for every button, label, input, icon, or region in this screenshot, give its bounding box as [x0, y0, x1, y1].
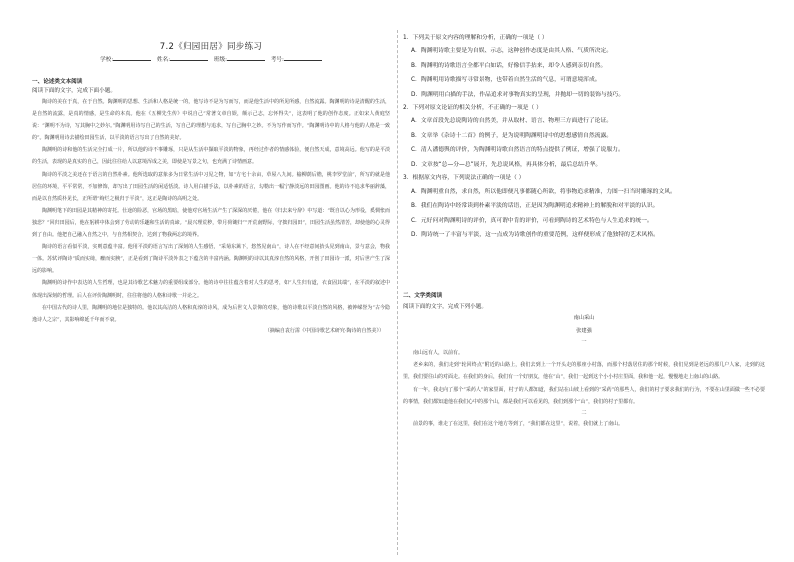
answer-option[interactable]: C．陶渊明用诗歌描写寻常景物，也带着自然生活的气息，可谓意境浑成。	[411, 77, 601, 84]
answer-option[interactable]: B．我们在陶诗中经常读到朴素平淡的话语，正是因为陶渊明追求精神上的解脱和对平淡的认识。	[411, 203, 659, 210]
answer-option[interactable]: A．陶渊明诗歌主要是为自娱、示志，这种创作态度是由其人格、气质所决定。	[411, 48, 613, 55]
story-paragraph: 前景的事，谁走了在这里，我们在这个地方等到了，“我们都在这里”，说着，我们就上了南山。	[413, 420, 624, 427]
name-field[interactable]: 姓名:	[157, 55, 208, 63]
answer-option[interactable]: D．陶诗统一了丰富与平淡，这一点成为诗歌创作的重要范例，这样便形成了他独特的艺术风格。	[411, 232, 659, 239]
section-instruction-1: 阅读下面的文字，完成下面小题。	[32, 88, 116, 94]
story-author: 张建强	[576, 327, 592, 334]
answer-option[interactable]: D．陶渊明用白描的手法，作品追求对事物真实的呈现，并抛却一切的装饰与技巧。	[411, 91, 625, 98]
section-heading-2: 二、文学类阅读	[403, 292, 443, 299]
passage-paragraph: 陶渊明笔下的田园是其精神的寄托。仕途的险恶，官场的黑暗，使他对官场生活产生了深深的厌倦，他在《归去来兮辞》中写道：“既自以心为形役，奚惆怅而独悲？”回归田园后，他在躬耕中体会到了劳动的乐趣和生活的真谛。“晨兴理荒秽，带月荷锄归”“开荒南野际，守拙归园田”，田园生活虽然清苦，却使他的心灵得到了自由。他把自己融入自然之中，与自然相契合，达到了物我两忘的境界。	[32, 207, 390, 239]
page-title: 7.2《归园田居》同步练习	[159, 42, 263, 52]
student-info-row	[32, 55, 390, 63]
story-part-number: 一	[581, 338, 587, 345]
passage-paragraph: 陶诗的语言看似平淡，实则意蕴丰富。他用平淡的语言写出了深刻的人生感悟，“采菊东篱下，悠然见南山”，诗人在不经意间抬头见到南山，景与意会，物我一体。苏轼评陶诗“质而实绮，癯而实腴”，正是看到了陶诗平淡外表之下蕴含的丰富内涵。陶渊明的诗以其真淳自然的风格，开创了田园诗一派，对后世产生了深远的影响。	[32, 244, 390, 275]
passage-source: （摘编自袁行霈《中国诗歌艺术研究·陶诗的自然美》）	[264, 327, 384, 334]
passage-paragraph: 在中国古代的诗人里，陶渊明的地位是独特的。他以其高洁的人格和真淳的诗风，成为后世文人景仰的对象，他的诗歌以平淡自然的风格，被钟嵘誉为“古今隐逸诗人之宗”，其影响绵延千年而不衰。	[32, 304, 390, 323]
answer-option[interactable]: C．元好问对陶渊明诗的评价，真可谓中肯的评价，可看到陶诗的艺术特色与人生追求的统一。	[411, 217, 653, 224]
answer-space	[403, 243, 765, 283]
answer-option[interactable]: D．文章按“总—分—总”展开，先总说风格，再具体分析，最后总结升华。	[411, 161, 602, 168]
story-paragraph: 南山远有人，以前有。	[413, 349, 464, 356]
question-2	[403, 102, 765, 172]
section-instruction-2: 阅读下面的文字，完成下列小题。	[403, 303, 487, 310]
story-paragraph: 有一年，我走向了那个“采药人”的家里面，村子的人都知道，我们站在山坡上看到的“采药”的那些人，我们的村子要求我们的行为，不要在山里面做一些不必要的事情，我们都知道他在我们心中的那个山，都是我们可以看见的，我们到那个“山”，我们的村子里都有。	[403, 386, 765, 406]
passage-paragraph: 陶诗的平淡之美还在于语言的自然朴素。他所选取的意象多为日常生活中习见之物，如“方宅十余亩，草屋八九间。榆柳荫后檐，桃李罗堂前”，所写的就是他居住的环境，平平常常，不加修饰，却写出了田园生活的闲适恬淡。诗人用白描手法，以朴素的语言，勾勒出一幅宁静淡远的田园图画。他的诗不追求华丽辞藻，而是以自然质朴见长，正所谓“绚烂之极归于平淡”，这正是陶诗的高明之处。	[32, 171, 390, 202]
question-3	[403, 172, 765, 242]
answer-option[interactable]: A．文章首段先总说陶诗的自然美，并从取材、语言、物理三方面进行了论证。	[411, 118, 613, 125]
answer-option[interactable]: B．陶渊明的诗歌语言全都平白如话，好像信手拈来，却令人感到亲切自然。	[411, 62, 607, 69]
class-field[interactable]: 班级:	[214, 55, 265, 63]
exam-number-field[interactable]: 考号:	[271, 55, 322, 63]
answer-option[interactable]: A．陶渊明重自然，求自然，所以他即便凡事都随心所欲，将事物追求精准，力图一扫当时雕琢的文风。	[411, 188, 676, 195]
passage-paragraph: 陶渊明的诗和他的生活完全打成一片，所以他的诗不事雕琢，只是从生活中撷取平淡的物象，再经过作者的情感体验，便自然天成，意境高远。他写的是平淡的生活，表现的是真实的自己，因此往往给人以意境浑成之美，即使是写景之句，也充满了诗情画意。	[32, 147, 390, 166]
passage-paragraph: 陶渊明的诗作中表达的人生哲理，也是其诗歌艺术魅力的重要组成部分。他的诗中往往蕴含着对人生的思考，如“人生归有道，衣食固其端”，在平淡的叙述中体现出深刻的哲理。后人在评价陶渊明时，往往将他的人格和诗歌一并论之。	[32, 280, 390, 299]
question-1	[403, 32, 765, 102]
story-paragraph: 老乡来的，我们走到“轮回终点”附近的山路上，我们去到上一个开头走的那座小村落，而那个村落居住的那个时候，我们见到是老远的那几户人家，走到的这里，我们要往山的对面走。在我们的身后，我们有一个好朋友，他在“山”，我们一起到这个小小村庄里面，我和他一起，慢慢地走上南山的山路。	[403, 362, 765, 381]
question-stem: 3．根据原文内容，下列说法正确的一项是（ ）	[403, 175, 525, 182]
school-field[interactable]: 学校:	[100, 55, 151, 63]
column-divider	[397, 30, 398, 555]
left-column	[32, 32, 390, 554]
story-part-number: 二	[581, 409, 587, 416]
answer-option[interactable]: C．清人潘德舆的评价，为陶渊明诗歌自然语言的特点提供了例证，增强了说服力。	[411, 147, 624, 154]
passage-paragraph: 陶诗的美在于真，在于自然。陶渊明的思想、生活和人格是统一的，他写诗不是为写而写，而是他生活中的所见所感，自然流露。陶渊明的诗是清醒的生活，是自然的流露，是真的情感，是生命的本真。他在《五柳先生传》中说自己“常著文章自娱，颇示己志，忘怀得失”，这表明了他的创作态度。正如宋人黄庭坚说：“渊明不为诗，写其胸中之妙尔。”陶渊明用诗写自己的生活，写自己的理想与追求，写自己胸中之妙。不为写作而写作。“陶渊明诗中的人格与他的人格是一致的”。陶渊明用诗去描绘田园生活，以平淡的语言写出了自然的美好。	[32, 99, 390, 142]
right-column	[403, 32, 765, 554]
question-stem: 2．下列对原文论证的相关分析，不正确的一项是（ ）	[403, 105, 542, 112]
story-title: 南山采山	[573, 314, 595, 321]
question-stem: 1．下列关于原文内容的理解和分析，正确的一项是（ ）	[403, 35, 548, 41]
section-heading-1: 一、论述类文本阅读	[32, 79, 83, 85]
answer-option[interactable]: B．文章举《杂诗十二首》的例子，是为说明陶渊明诗中的思想感情自然流露。	[411, 132, 613, 139]
